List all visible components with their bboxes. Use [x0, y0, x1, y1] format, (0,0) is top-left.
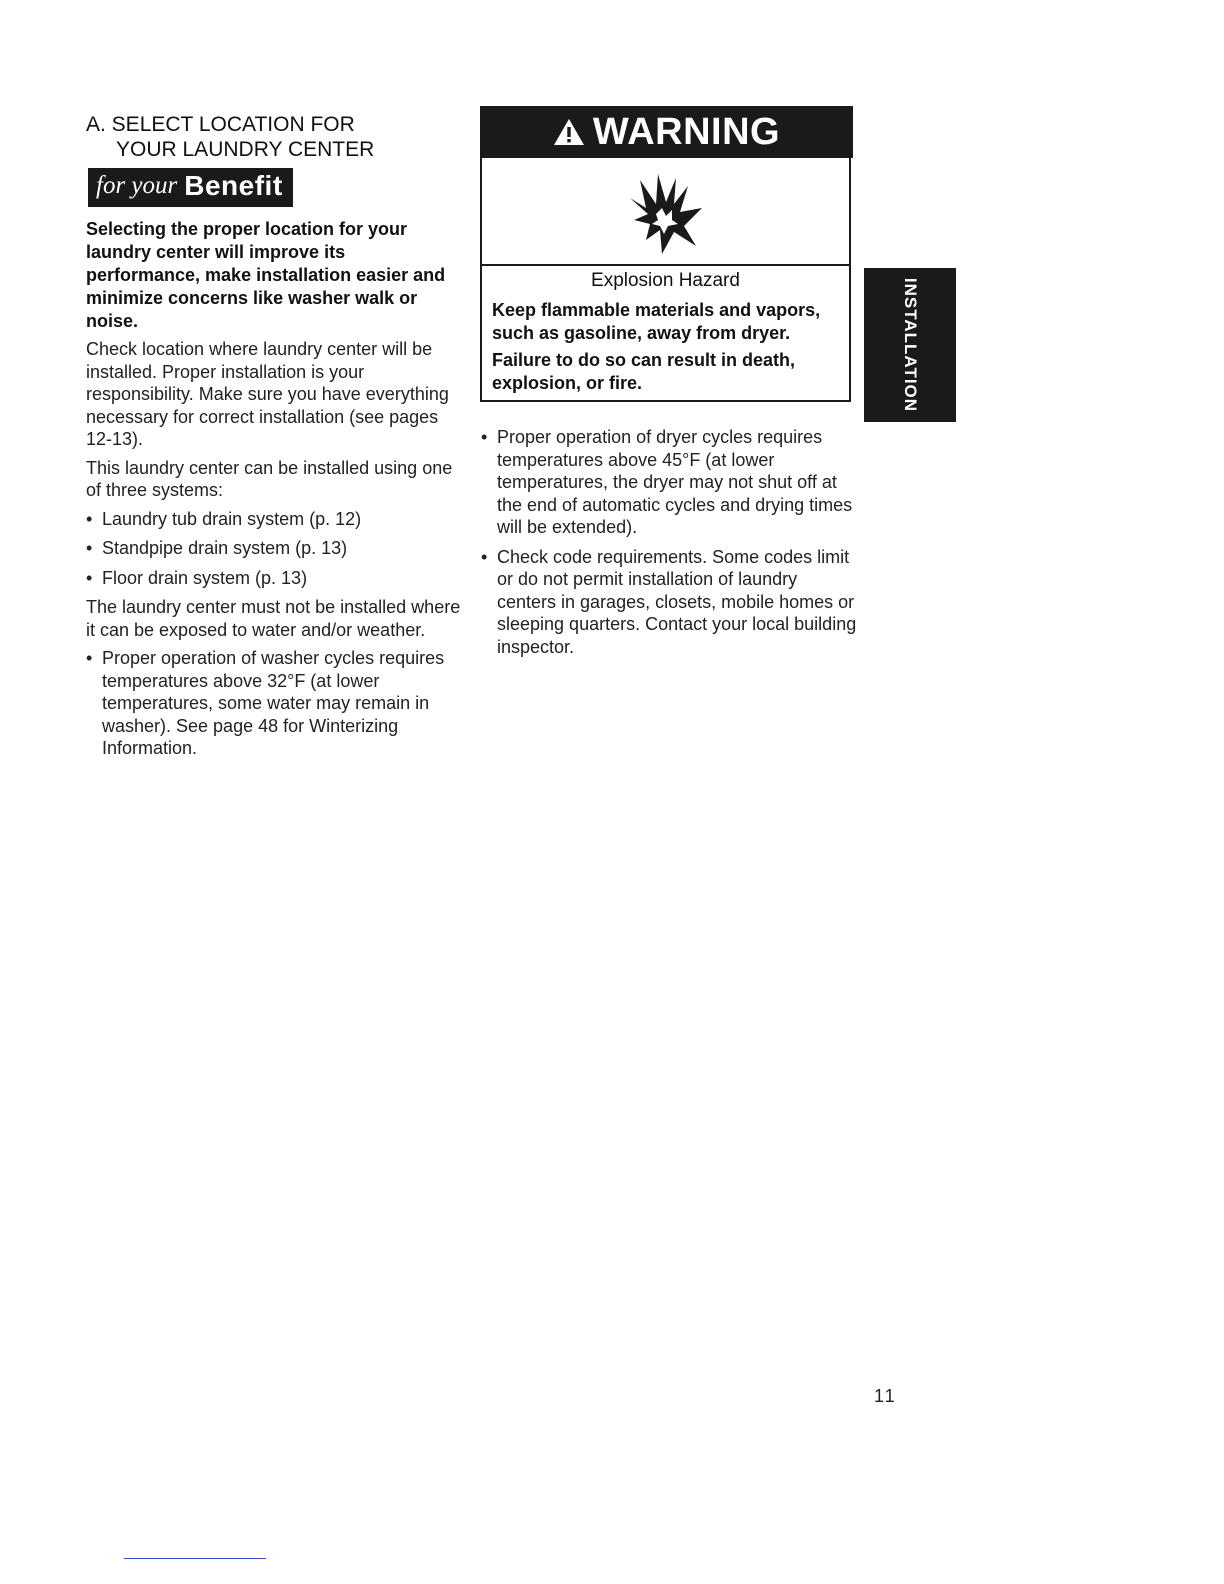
hazard-line2: Failure to do so can result in death, explosion, or fire.	[492, 350, 796, 393]
badge-benefit: Benefit	[184, 170, 283, 201]
for-your-benefit-badge	[88, 168, 293, 207]
dryer-temperature-bullet: • Proper operation of dryer cycles requires temperatures above 45°F (at lower temperatures, the dryer may not shut off at the end of automatic cycles and drying times will be extended).	[481, 427, 853, 537]
section-heading	[86, 112, 486, 162]
right-body	[481, 426, 861, 665]
warning-title: WARNING	[592, 110, 781, 153]
hazard-text	[492, 299, 847, 399]
exposure-paragraph: The laundry center must not be installed where it can be exposed to water and/or weather.	[86, 597, 461, 640]
installation-side-tab	[864, 268, 956, 422]
section-heading-line2: YOUR LAUNDRY CENTER	[116, 138, 375, 161]
warning-triangle-icon	[553, 117, 585, 147]
list-item: • Laundry tub drain system (p. 12)	[86, 508, 362, 529]
code-requirements-bullet: • Check code requirements. Some codes limit or do not permit installation of laundry centers in garages, closets, mobile homes or sleeping quarters. Contact your local building inspector.	[481, 546, 857, 657]
side-tab-label: INSTALLATION	[901, 277, 921, 413]
list-item: • Standpipe drain system (p. 13)	[86, 538, 348, 558]
warning-header	[480, 106, 853, 158]
explosion-icon	[622, 168, 712, 258]
warning-divider	[482, 264, 849, 266]
page-number: 11	[874, 1386, 897, 1406]
footer-rule	[124, 1558, 266, 1559]
washer-temperature-bullet: • Proper operation of washer cycles requires temperatures above 32°F (at lower temperatures, some water may remain in washer). See page 48 for Winterizing Information.	[86, 648, 445, 758]
intro-bold-text: Selecting the proper location for your laundry center will improve its performance, make installation easier and minimize concerns like washer walk or noise.	[86, 219, 446, 331]
list-item: • Floor drain system (p. 13)	[86, 567, 308, 588]
systems-intro: This laundry center can be installed using one of three systems:	[86, 457, 453, 500]
badge-for-your: for your	[96, 172, 178, 199]
hazard-title: Explosion Hazard	[591, 270, 740, 291]
hazard-line1: Keep flammable materials and vapors, such as gasoline, away from dryer.	[492, 300, 821, 343]
location-paragraph: Check location where laundry center will be installed. Proper installation is your responsibility. Make sure you have everything necessary for correct installation (see pages 12-13).	[86, 339, 449, 449]
section-heading-line1: A. SELECT LOCATION FOR	[86, 113, 355, 136]
warning-box	[480, 106, 851, 402]
left-body	[86, 338, 466, 767]
